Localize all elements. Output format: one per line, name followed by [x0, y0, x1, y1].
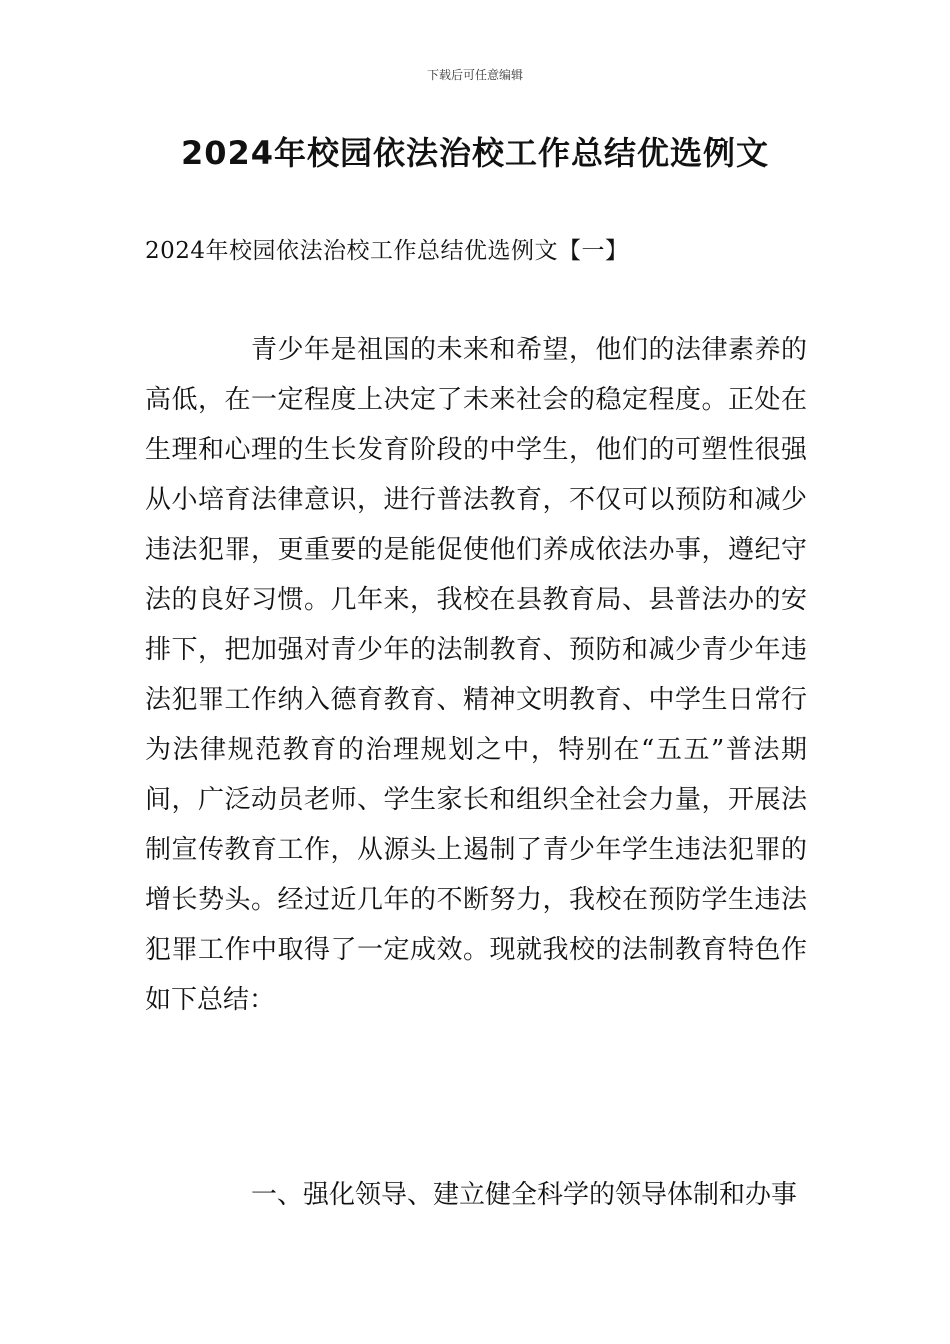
document-title: 2024年校园依法治校工作总结优选例文 [180, 134, 770, 172]
section-heading: 一、强化领导、建立健全科学的领导体制和办事 [251, 1180, 798, 1210]
section-subtitle: 2024年校园依法治校工作总结优选例文【一】 [145, 238, 629, 264]
body-paragraph: 青少年是祖国的未来和希望，他们的法律素养的高低，在一定程度上决定了未来社会的稳定程度。正处在生理和心理的生长发育阶段的中学生，他们的可塑性很强从小培育法律意识，进行普法教育，不仅可以预防和减少违法犯罪，更重要的是能促使他们养成依法办事，遵纪守法的良好习惯。几年来，我校在县教育局、县普法办的安排下，把加强对青少年的法制教育、预防和减少青少年违法犯罪工作纳入德育教育、精神文明教育、中学生日常行为法律规范教育的治理规划之中，特别在“五五”普法期间，广泛动员老师、学生家长和组织全社会力量，开展法制宣传教育工作，从源头上遏制了青少年学生违法犯罪的增长势头。经过近几年的不断努力，我校在预防学生违法犯罪工作中取得了一定成效。现就我校的法制教育特色作如下总结： [145, 335, 807, 1015]
header-note: 下载后可任意编辑 [426, 68, 523, 82]
